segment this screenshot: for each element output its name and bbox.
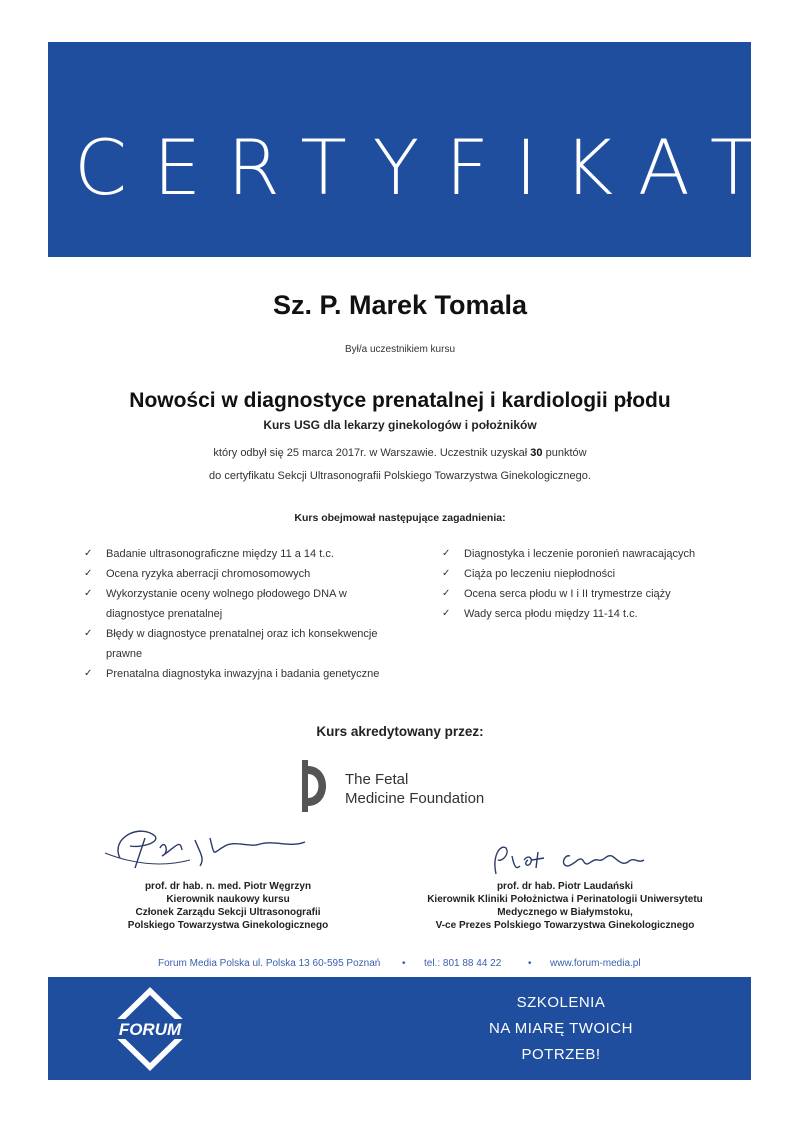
course-subtitle: Kurs USG dla lekarzy ginekologów i położników [263, 418, 537, 432]
course-description-line-1: który odbył się 25 marca 2017r. w Warszawie. Uczestnik uzyskał 30 punktów [213, 447, 587, 459]
list-item: ✓ Ocena ryzyka aberracji chromosomowych [84, 564, 384, 584]
accreditation-label: Kurs akredytowany przez: [316, 724, 484, 739]
check-icon: ✓ [84, 568, 93, 579]
check-icon: ✓ [84, 668, 93, 679]
check-icon: ✓ [442, 588, 451, 599]
signature-wegrzyn-icon [100, 818, 320, 878]
header-band [48, 42, 783, 257]
list-item: ✓ Błędy w diagnostyce prenatalnej oraz ich konsekwencje prawne [84, 624, 384, 664]
fmf-org-name: The Fetal Medicine Foundation [345, 771, 485, 807]
fmf-logo-icon [298, 758, 338, 814]
certificate-title: CERTYFIKAT [74, 123, 783, 212]
check-icon: ✓ [442, 568, 451, 579]
signer-wegrzyn: prof. dr hab. n. med. Piotr Węgrzyn Kierownik naukowy kursu Członek Zarządu Sekcji Ultrasonografii Polskiego Towarzystwa Ginekologicznego [127, 881, 329, 931]
topics-heading: Kurs obejmował następujące zagadnienia: [294, 512, 506, 524]
contact-phone: tel.: 801 88 44 22 [424, 958, 502, 969]
check-icon: ✓ [84, 548, 93, 559]
course-title: Nowości w diagnostyce prenatalnej i kardiologii płodu [129, 389, 671, 412]
check-icon: ✓ [84, 588, 93, 599]
check-icon: ✓ [442, 608, 451, 619]
list-item: ✓ Wady serca płodu między 11-14 t.c. [442, 604, 762, 624]
bullet-icon: • [402, 958, 406, 969]
forum-logo-text: FORUM [118, 1020, 182, 1039]
forum-logo [105, 985, 195, 1073]
participant-label: Był/a uczestnikiem kursu [344, 344, 456, 355]
footer-slogan: SZKOLENIA NA MIARĘ TWOICH POTRZEB! [489, 994, 633, 1063]
contact-website[interactable]: www.forum-media.pl [550, 958, 641, 969]
check-icon: ✓ [84, 628, 93, 639]
list-item: ✓ Wykorzystanie oceny wolnego płodowego DNA w diagnostyce prenatalnej [84, 584, 384, 624]
list-item: ✓ Prenatalna diagnostyka inwazyjna i badania genetyczne [84, 664, 384, 684]
bullet-icon: • [528, 958, 532, 969]
recipient-name: Sz. P. Marek Tomala [272, 290, 528, 320]
signer-laudanski: prof. dr hab. Piotr Laudański Kierownik Kliniki Położnictwa i Perinatologii Uniwersytetu Medycznego w Białymstoku, V-ce Prezes Polskiego Towarzystwa Ginekologicznego [427, 881, 703, 931]
topics-list-left [84, 544, 384, 684]
list-item: ✓ Badanie ultrasonograficzne między 11 a 14 t.c. [84, 544, 384, 564]
course-description-line-2: do certyfikatu Sekcji Ultrasonografii Polskiego Towarzystwa Ginekologicznego. [209, 470, 591, 482]
points-count: 30 [530, 447, 543, 459]
list-item: ✓ Ciąża po leczeniu niepłodności [442, 564, 762, 584]
signature-laudanski-icon [488, 836, 668, 882]
list-item: ✓ Ocena serca płodu w I i II trymestrze ciąży [442, 584, 762, 604]
list-item: ✓ Diagnostyka i leczenie poronień nawracających [442, 544, 762, 564]
check-icon: ✓ [442, 548, 451, 559]
contact-address: Forum Media Polska ul. Polska 13 60-595 Poznań [158, 958, 381, 969]
topics-list-right [442, 544, 762, 624]
